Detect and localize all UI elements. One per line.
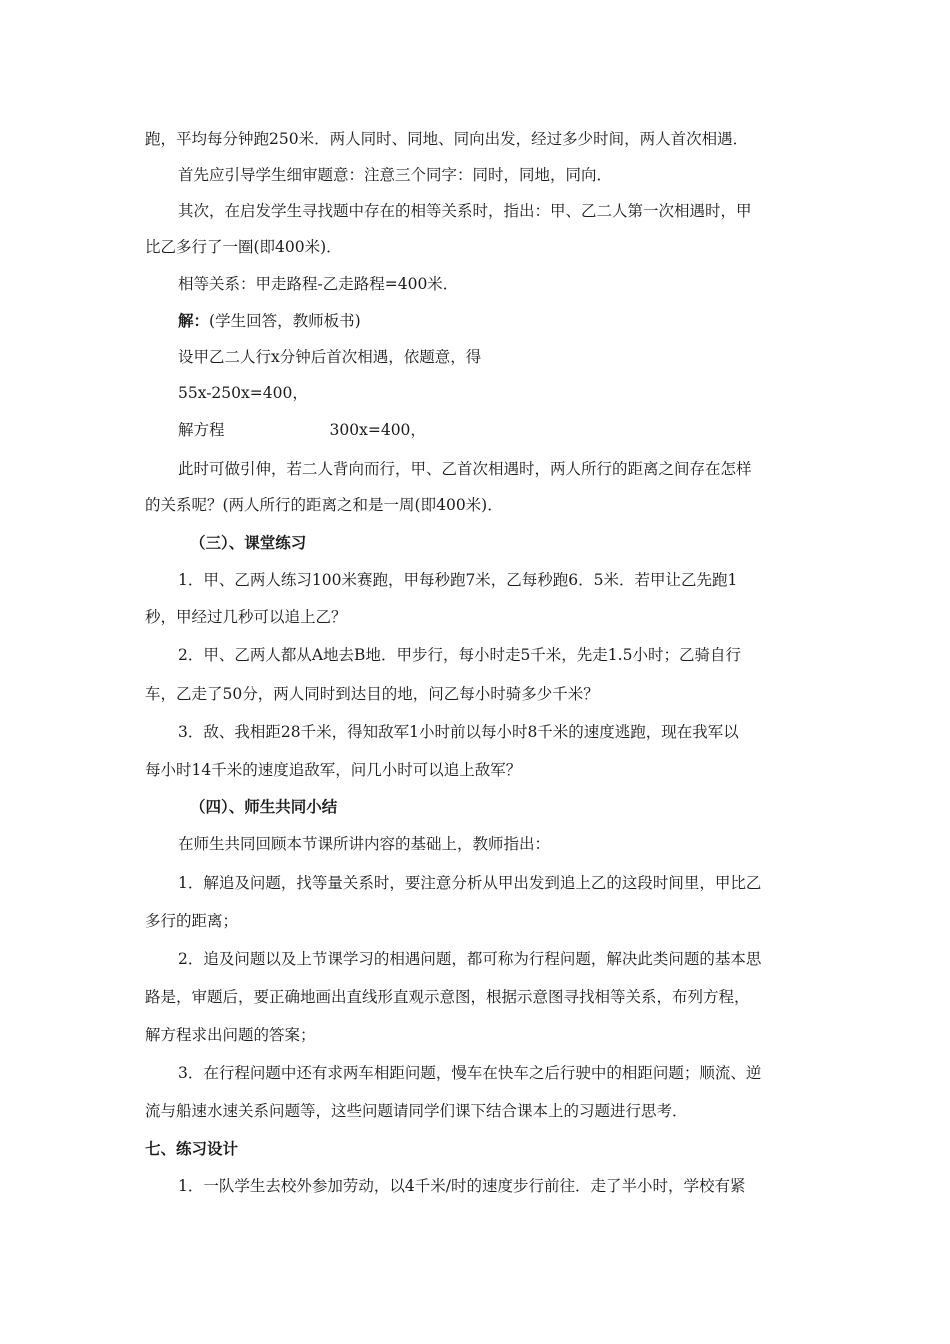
solution-line [0,310,950,332]
text-line: 跑，平均每分钟跑250米．两人同时、同地、同向出发，经过多少时间，两人首次相遇． [145,130,749,148]
exercise-line: 3．敌、我相距28千米，得知敌军1小时前以每小时8千米的速度逃跑，现在我军以 [178,723,739,741]
solution-note: (学生回答，教师板书) [209,312,361,330]
exercise-line: 1．甲、乙两人练习100米赛跑，甲每秒跑7米，乙每秒跑6．5米．若甲让乙先跑1 [178,571,738,589]
equality-relation: 相等关系：甲走路程-乙走路程=400米． [178,275,459,293]
text-line: 比乙多行了一圈(即400米)． [145,238,342,256]
text-line: 设甲乙二人行x分钟后首次相遇，依题意，得 [178,348,482,366]
summary-line: 2．追及问题以及上节课学习的相遇问题，都可称为行程问题，解决此类问题的基本思 [178,950,762,968]
exercise-line: 车，乙走了50分，两人同时到达目的地，问乙每小时骑多少千米？ [145,685,599,703]
section-heading: 七、练习设计 [145,1139,239,1158]
summary-line: 流与船速水速关系问题等，这些问题请同学们课下结合课本上的习题进行思考． [145,1102,688,1120]
solve-equation-label: 解方程 [178,421,225,439]
exercise-line: 秒，甲经过几秒可以追上乙？ [145,608,347,626]
exercise-line: 2．甲、乙两人都从A地去B地．甲步行，每小时走5千米，先走1.5小时；乙骑自行 [178,646,741,664]
section-heading: （三）、课堂练习 [190,533,307,552]
text-line: 的关系呢？(两人所行的距离之和是一周(即400米)． [145,496,503,514]
text-line: 此时可做引伸，若二人背向而行，甲、乙首次相遇时，两人所行的距离之间存在怎样 [178,460,752,478]
exercise-line: 每小时14千米的速度追敌军，问几小时可以追上敌军？ [145,761,522,779]
text-line: 首先应引导学生细审题意：注意三个同字：同时，同地，同向． [178,166,613,184]
solution-label: 解： [178,311,210,330]
summary-line: 3．在行程问题中还有求两车相距问题，慢车在快车之后行驶中的相距问题；顺流、逆 [178,1064,762,1082]
equation-line: 55x-250x=400， [178,384,308,402]
summary-line: 多行的距离； [145,912,239,930]
equation: 300x=400， [329,421,426,439]
text-line: 其次，在启发学生寻找题中存在的相等关系时，指出：甲、乙二人第一次相遇时，甲 [178,202,752,220]
text-line: 在师生共同回顾本节课所讲内容的基础上，教师指出： [178,835,551,853]
section-heading: （四）、师生共同小结 [190,797,338,816]
summary-line: 路是，审题后，要正确地画出直线形直观示意图，根据示意图寻找相等关系，布列方程， [145,988,750,1006]
summary-line: 1．解追及问题，找等量关系时，要注意分析从甲出发到追上乙的这段时间里，甲比乙 [178,874,762,892]
solve-equation-line [0,419,950,441]
summary-line: 解方程求出问题的答案； [145,1026,316,1044]
practice-line: 1．一队学生去校外参加劳动，以4千米/时的速度步行前往．走了半小时，学校有紧 [178,1177,746,1195]
